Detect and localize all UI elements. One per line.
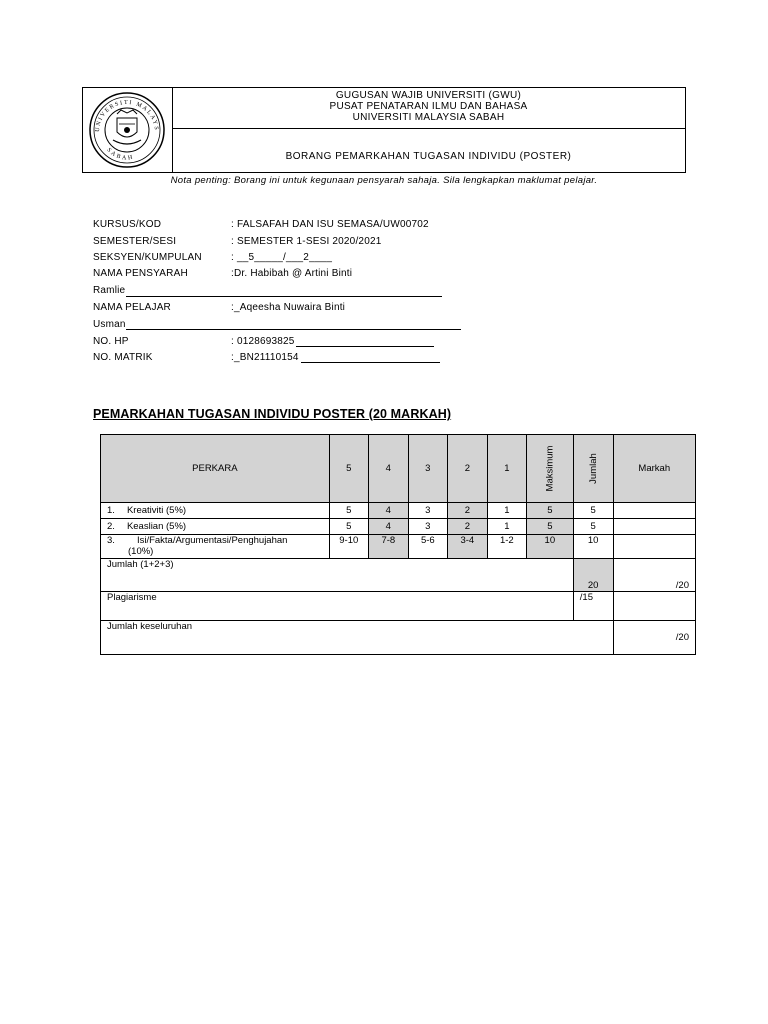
row-3-item [101, 535, 330, 559]
row-2-s5: 5 [329, 519, 368, 535]
table-row [101, 503, 696, 519]
seksyen-label: SEKSYEN/KUMPULAN [93, 252, 202, 263]
keseluruhan-row [101, 621, 696, 655]
row-2-maks: 5 [526, 519, 573, 535]
table-row [101, 535, 696, 559]
row-3-markah[interactable] [613, 535, 695, 559]
pelajar-value[interactable]: :_Aqeesha Nuwaira Binti [231, 302, 346, 313]
row-3-maks: 10 [526, 535, 573, 559]
table-header-row [101, 435, 696, 503]
plagiarisme-label: Plagiarisme [101, 592, 574, 621]
matrik-value[interactable]: :_BN21110154 [231, 352, 299, 363]
svg-text:SABAH: SABAH [105, 147, 135, 162]
row-2-jumlah: 5 [573, 519, 613, 535]
row-3-jumlah: 10 [573, 535, 613, 559]
row-3-label: Isi/Fakta/Argumentasi/Penghujahan [136, 535, 288, 546]
plagiarisme-value: /15 [573, 592, 613, 621]
row-2-markah[interactable] [613, 519, 695, 535]
row-1-no: 1. [107, 505, 115, 516]
pensyarah-value[interactable]: :Dr. Habibah @ Artini Binti [231, 268, 353, 279]
jumlah-row [101, 559, 696, 592]
row-2-no: 2. [107, 521, 115, 532]
hp-underline [296, 346, 434, 347]
logo-cell [83, 88, 173, 172]
header-jumlah-cell [573, 435, 613, 503]
row-1-s3: 3 [408, 503, 447, 519]
table-row [101, 519, 696, 535]
seksyen-value[interactable]: : __5_____/___2____ [231, 252, 333, 263]
row-1-s5: 5 [329, 503, 368, 519]
keseluruhan-label: Jumlah keseluruhan [101, 621, 614, 655]
row-2-s1: 1 [487, 519, 526, 535]
row-2-s2: 2 [447, 519, 487, 535]
pelajar-label: NAMA PELAJAR [93, 302, 171, 313]
row-3-label-cont: (10%) [128, 546, 154, 557]
svg-text:UNIVERSITI MALAYSIA: UNIVERSITI MALAYS [94, 99, 160, 133]
pensyarah-continued[interactable]: Ramlie [93, 285, 126, 296]
hp-value[interactable]: : 0128693825 [231, 336, 295, 347]
plagiarisme-row [101, 592, 696, 621]
row-3-s2: 3-4 [447, 535, 487, 559]
form-title: BORANG PEMARKAHAN TUGASAN INDIVIDU (POSTER) [285, 151, 572, 162]
pelajar-continued[interactable]: Usman [93, 319, 126, 330]
row-1-s4: 4 [368, 503, 408, 519]
jumlah-value: 20 [573, 559, 613, 592]
header-maksimum: Maksimum [544, 445, 556, 492]
row-3-s5: 9-10 [329, 535, 368, 559]
row-2-item [101, 519, 330, 535]
header-score-4: 4 [368, 435, 408, 503]
header-line-3: UNIVERSITI MALAYSIA SABAH [352, 112, 505, 123]
scoring-table [100, 434, 696, 655]
header-score-3: 3 [408, 435, 447, 503]
form-header [82, 87, 686, 173]
header-jumlah: Jumlah [587, 453, 599, 484]
jumlah-label: Jumlah (1+2+3) [101, 559, 574, 592]
header-divider [172, 128, 685, 129]
pensyarah-label: NAMA PENSYARAH [93, 268, 188, 279]
header-markah: Markah [613, 435, 695, 503]
header-score-2: 2 [447, 435, 487, 503]
row-3-no: 3. [107, 535, 115, 546]
pensyarah-underline [126, 296, 442, 297]
university-seal-logo [83, 88, 172, 172]
jumlah-markah[interactable]: /20 [613, 559, 695, 592]
row-1-markah[interactable] [613, 503, 695, 519]
hp-label: NO. HP [93, 336, 129, 347]
header-maksimum-cell [526, 435, 573, 503]
header-line-2: PUSAT PENATARAN ILMU DAN BAHASA [329, 101, 528, 112]
header-line-1: GUGUSAN WAJIB UNIVERSITI (GWU) [335, 90, 522, 101]
keseluruhan-markah[interactable]: /20 [613, 621, 695, 655]
header-lines [172, 90, 685, 123]
row-3-s4: 7-8 [368, 535, 408, 559]
row-2-s4: 4 [368, 519, 408, 535]
row-1-s1: 1 [487, 503, 526, 519]
kursus-label: KURSUS/KOD [93, 219, 162, 230]
row-3-s3: 5-6 [408, 535, 447, 559]
row-1-s2: 2 [447, 503, 487, 519]
section-title: PEMARKAHAN TUGASAN INDIVIDU POSTER (20 MARKAH) [93, 407, 452, 421]
row-2-s3: 3 [408, 519, 447, 535]
matrik-underline [301, 362, 440, 363]
semester-value[interactable]: : SEMESTER 1-SESI 2020/2021 [231, 236, 382, 247]
plagiarisme-markah[interactable] [613, 592, 695, 621]
kursus-value[interactable]: : FALSAFAH DAN ISU SEMASA/UW00702 [231, 219, 429, 230]
row-1-item [101, 503, 330, 519]
row-3-s1: 1-2 [487, 535, 526, 559]
matrik-label: NO. MATRIK [93, 352, 153, 363]
semester-label: SEMESTER/SESI [93, 236, 177, 247]
row-1-jumlah: 5 [573, 503, 613, 519]
pelajar-underline [126, 329, 461, 330]
row-1-label: Kreativiti (5%) [126, 505, 187, 516]
header-score-5: 5 [329, 435, 368, 503]
row-2-label: Keaslian (5%) [126, 521, 187, 532]
header-score-1: 1 [487, 435, 526, 503]
header-perkara: PERKARA [101, 435, 330, 503]
row-1-maks: 5 [526, 503, 573, 519]
important-note: Nota penting: Borang ini untuk kegunaan pensyarah sahaja. Sila lengkapkan maklumat pelajar. [170, 175, 598, 186]
